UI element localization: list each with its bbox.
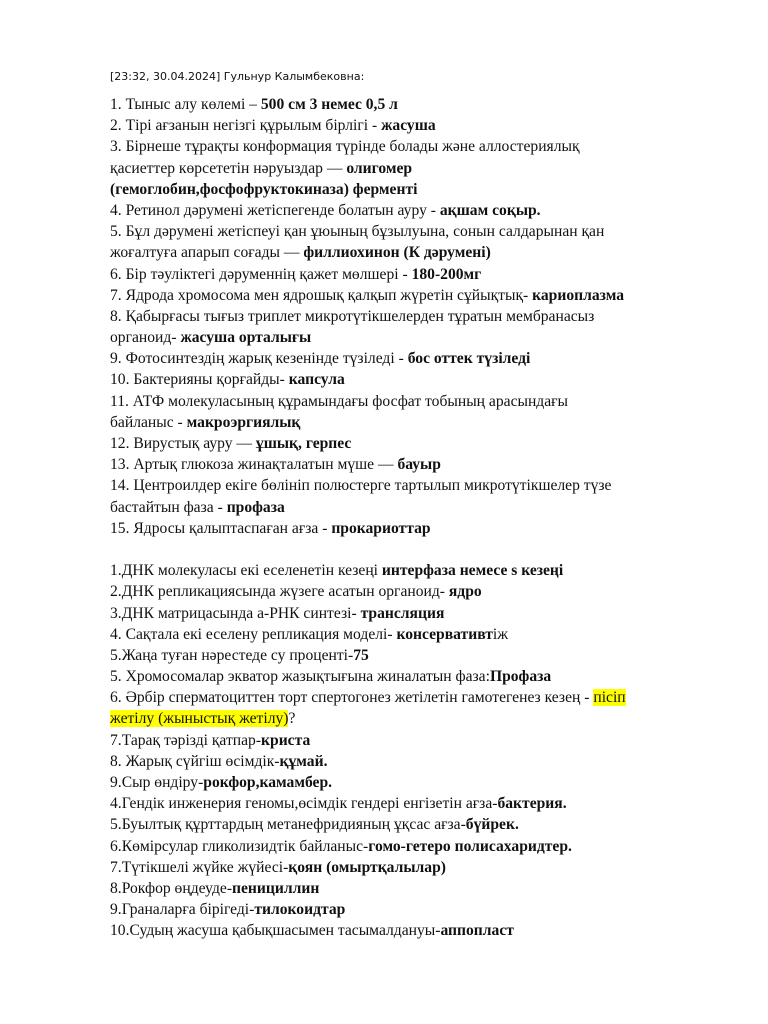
answer-text: бос оттек түзіледі <box>407 350 531 368</box>
question-text: 6. Әрбір сперматоциттен торт спертогонез жетілетін гамотегенез кезең - <box>110 689 594 707</box>
answer-text: бүйрек. <box>465 816 519 834</box>
answer-text: кариоплазма <box>532 286 625 304</box>
question-text: қасиеттер көрсететін нәруыздар — <box>110 159 347 177</box>
question-text: 14. Центроилдер екіге бөлініп полюстерге тартылып микротүтікшелер түзе <box>110 477 612 495</box>
document-body <box>110 94 710 942</box>
text-line <box>110 751 710 772</box>
text-line <box>110 221 710 242</box>
answer-text: гомо-гетеро полисахаридтер. <box>368 837 572 855</box>
text-line <box>110 200 710 221</box>
answer-text: жасуша орталығы <box>180 329 312 347</box>
text-line <box>110 306 710 327</box>
question-text: 3.ДНК матрицасында а-РНК синтезі- <box>110 604 361 622</box>
text-line <box>110 793 710 814</box>
answer-text: 500 см 3 немес 0,5 л <box>260 96 398 113</box>
question-text: бастайтын фаза - <box>110 498 227 516</box>
text-line <box>110 624 710 645</box>
text-line <box>110 581 710 602</box>
text-line <box>110 687 710 708</box>
question-text: 5.Буылтық құрттардың метанефридияның ұқсас ағза- <box>110 816 466 834</box>
text-line <box>110 899 710 920</box>
answer-text: тилокоидтар <box>254 901 346 919</box>
text-line <box>110 348 710 369</box>
answer-text: құмай. <box>279 752 328 770</box>
question-text: 4. Сақтала екі еселену репликация моделі- <box>110 625 397 643</box>
text-line <box>110 115 710 136</box>
question-text: 15. Ядросы қалыптаспаған ағза - <box>110 519 332 537</box>
text-line <box>110 475 710 496</box>
question-text: 5.Жаңа туған нәрестеде су проценті- <box>110 646 354 664</box>
question-text: 3. Бірнеше тұрақты конформация түрінде болады және аллостериялық <box>110 138 580 156</box>
answer-text: ақшам соқыр. <box>439 201 541 219</box>
answer-text: 180-200мг <box>411 265 482 283</box>
answer-text: прокариоттар <box>331 519 431 537</box>
text-line <box>110 857 710 878</box>
question-text: 5. Бұл дәрумені жетіспеуі қан ұюының бұзылуына, сонын салдарынан қан <box>110 223 605 241</box>
answer-text: рокфор,камамбер. <box>203 774 333 791</box>
text-line <box>110 433 710 454</box>
text-line <box>110 560 710 581</box>
question-text: 5. Хромосомалар экватор жазықтығына жиналатын фаза: <box>110 668 490 686</box>
answer-text: (гемоглобин,фосфофруктокиназа) ферменті <box>110 180 418 198</box>
trailing-text: ? <box>288 710 296 728</box>
question-text: 13. Артық глюкоза жинақталатын мүше — <box>110 456 398 474</box>
highlighted-text: жетілу (жыныстық жетілу) <box>110 710 289 728</box>
text-line <box>110 666 710 687</box>
answer-text: интерфаза немесе s кезеңі <box>381 562 564 580</box>
answer-text: макроэргиялық <box>186 413 301 431</box>
text-line <box>110 94 710 115</box>
blank-line <box>110 539 710 560</box>
text-line <box>110 369 710 390</box>
answer-text: филлиохинон (К дәрумені) <box>303 244 491 262</box>
message-header: [23:32, 30.04.2024] Гульнур Калымбековна: <box>110 70 365 83</box>
question-text: 8. Жарық сүйгіш өсімдік- <box>110 752 280 770</box>
text-line <box>110 179 710 200</box>
text-line <box>110 158 710 179</box>
question-text: 10. Бактерияны қорғайды- <box>110 371 289 389</box>
question-text: 1. Тыныс алу көлемі – <box>110 96 261 113</box>
question-text: 6. Бір тәуліктегі дәруменнің қажет мөлшері - <box>110 265 412 283</box>
question-text: 12. Вирустық ауру — <box>110 435 256 452</box>
text-line <box>110 497 710 518</box>
text-line <box>110 708 710 729</box>
answer-text: 75 <box>353 646 369 664</box>
answer-text: криста <box>261 731 311 749</box>
answer-text: капсула <box>288 371 345 389</box>
text-line <box>110 878 710 899</box>
answer-text: қоян (омыртқалылар) <box>288 858 446 876</box>
text-line <box>110 814 710 835</box>
text-line <box>110 920 710 941</box>
answer-text: олигомер <box>346 159 413 177</box>
text-line <box>110 136 710 157</box>
text-line <box>110 603 710 624</box>
question-text: 7. Ядрода хромосома мен ядрошық қалқып жүретін сұйықтық- <box>110 286 533 304</box>
question-text: 9. Фотосинтездің жарық кезенінде түзіледі - <box>110 350 408 368</box>
answer-text: консервативт <box>396 625 493 643</box>
question-text: 9.Сыр өндіру- <box>110 774 204 791</box>
text-line <box>110 730 710 751</box>
answer-text: профаза <box>226 498 285 516</box>
text-line <box>110 454 710 475</box>
question-text: жоғалтуға апарып соғады — <box>110 244 304 262</box>
question-text: байланыс - <box>110 413 187 431</box>
answer-text: ұшық, герпес <box>255 435 352 452</box>
question-text: 9.Граналарға бірігеді- <box>110 901 255 919</box>
trailing-text: іж <box>492 625 508 643</box>
question-text: органоид- <box>110 329 181 347</box>
question-text: 8.Рокфор өңдеуде- <box>110 879 233 897</box>
answer-text: бактерия. <box>497 795 567 813</box>
text-line <box>110 285 710 306</box>
question-text: 1.ДНК молекуласы екі еселенетін кезеңі <box>110 562 382 580</box>
question-text: 4.Гендік инженерия геномы,өсімдік гендері енгізетін ағза- <box>110 795 498 813</box>
text-line <box>110 518 710 539</box>
text-line <box>110 772 710 793</box>
answer-text: трансляция <box>360 604 445 622</box>
question-text: 8. Қабырғасы тығыз триплет микротүтікшелерден тұратын мембранасыз <box>110 307 595 325</box>
answer-text: Профаза <box>489 668 552 686</box>
text-line <box>110 391 710 412</box>
answer-text: бауыр <box>397 456 441 474</box>
question-text: 10.Судың жасуша қабықшасымен тасымалдануы- <box>110 922 441 940</box>
question-text: 6.Көмірсулар гликолизидтік байланыс- <box>110 837 369 855</box>
question-text: 2. Тірі ағзанын негізгі құрылым бірлігі - <box>110 117 382 135</box>
highlighted-text: пісіп <box>593 689 626 707</box>
answer-text: жасуша <box>381 117 436 135</box>
question-text: 2.ДНК репликациясында жүзеге асатын органоид- <box>110 583 449 601</box>
text-line <box>110 327 710 348</box>
text-line <box>110 412 710 433</box>
question-text: 11. АТФ молекуласының құрамындағы фосфат тобының арасындағы <box>110 392 569 410</box>
text-line <box>110 645 710 666</box>
question-text: 7.Тарақ тәрізді қатпар- <box>110 731 262 749</box>
text-line <box>110 836 710 857</box>
text-line <box>110 242 710 263</box>
answer-text: пенициллин <box>232 879 320 897</box>
question-text: 7.Түтікшелі жүйке жүйесі- <box>110 858 289 876</box>
answer-text: ядро <box>448 583 482 601</box>
text-line <box>110 264 710 285</box>
question-text: 4. Ретинол дәрумені жетіспегенде болатын ауру - <box>110 201 440 219</box>
answer-text: аппопласт <box>440 922 514 940</box>
